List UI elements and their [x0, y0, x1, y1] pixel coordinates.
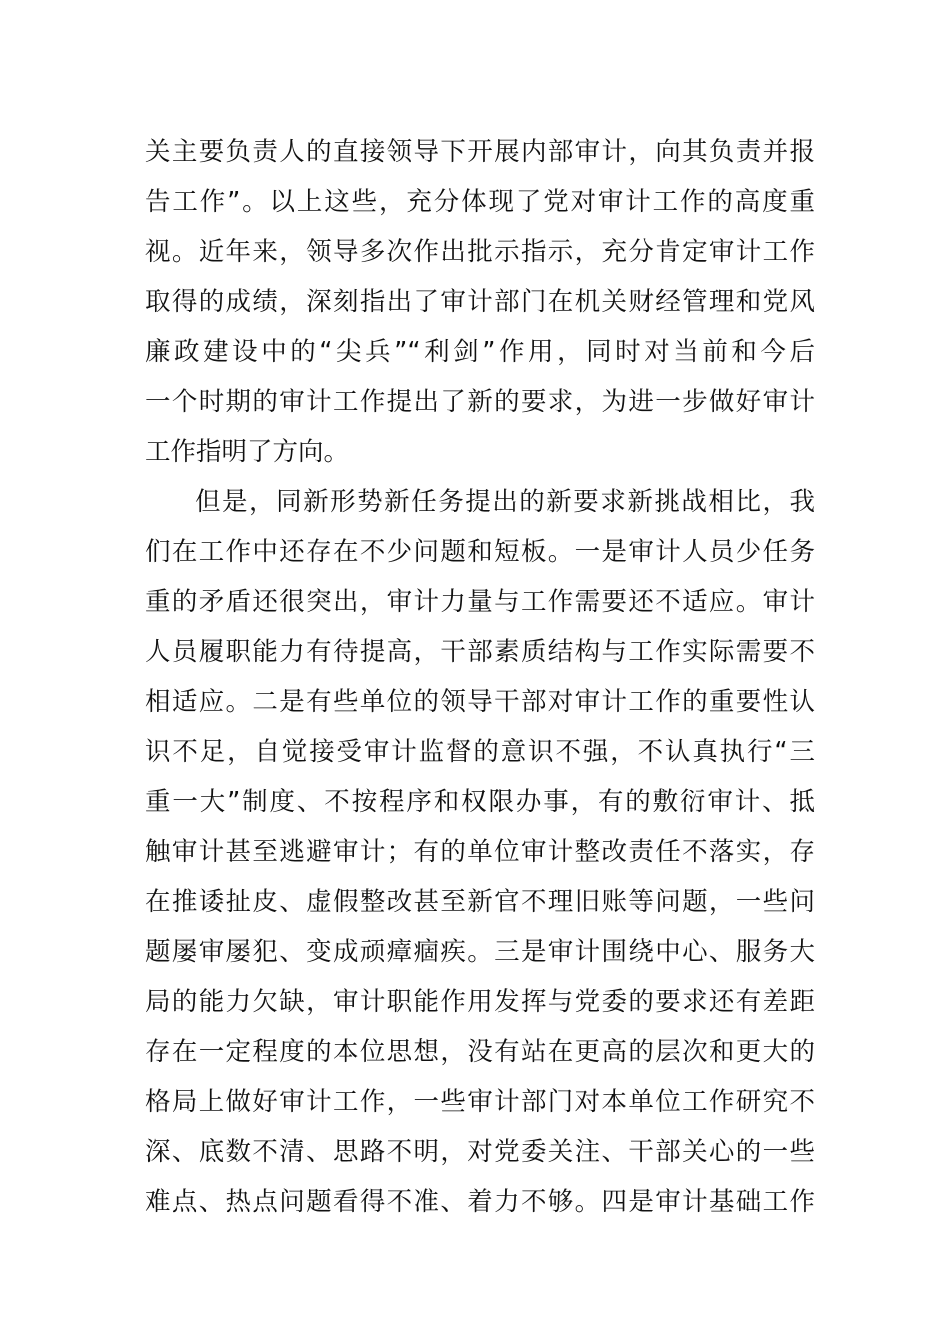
text-line: 局的能力欠缺，审计职能作用发挥与党委的要求还有差距	[145, 987, 815, 1017]
text-line: 难点、热点问题看得不准、着力不够。四是审计基础工作	[145, 1187, 815, 1217]
text-line: 工作指明了方向。	[145, 437, 350, 467]
text-line: 在推诿扯皮、虚假整改甚至新官不理旧账等问题，一些问	[145, 887, 815, 917]
text-line: 格局上做好审计工作，一些审计部门对本单位工作研究不	[145, 1087, 815, 1117]
text-line: 人员履职能力有待提高，干部素质结构与工作实际需要不	[145, 637, 815, 667]
text-line: 相适应。二是有些单位的领导干部对审计工作的重要性认	[145, 687, 815, 717]
text-line: 取得的成绩，深刻指出了审计部门在机关财经管理和党风	[145, 287, 815, 317]
text-line: 一个时期的审计工作提出了新的要求，为进一步做好审计	[145, 387, 815, 417]
text-line: 关主要负责人的直接领导下开展内部审计，向其负责并报	[145, 137, 815, 167]
text-line: 重的矛盾还很突出，审计力量与工作需要还不适应。审计	[145, 587, 815, 617]
text-line: 但是，同新形势新任务提出的新要求新挑战相比，我	[195, 487, 815, 517]
text-line: 廉政建设中的“尖兵”“利剑”作用，同时对当前和今后	[145, 337, 815, 367]
text-line: 重一大”制度、不按程序和权限办事，有的敷衍审计、抵	[145, 787, 815, 817]
text-line: 识不足，自觉接受审计监督的意识不强，不认真执行“三	[145, 737, 815, 767]
text-line: 视。近年来，领导多次作出批示指示，充分肯定审计工作	[145, 237, 815, 267]
text-line: 告工作”。以上这些，充分体现了党对审计工作的高度重	[145, 187, 815, 217]
text-line: 题屡审屡犯、变成顽瘴痼疾。三是审计围绕中心、服务大	[145, 937, 815, 967]
text-line: 深、底数不清、思路不明，对党委关注、干部关心的一些	[145, 1137, 815, 1167]
text-line: 触审计甚至逃避审计；有的单位审计整改责任不落实，存	[145, 837, 815, 867]
text-line: 们在工作中还存在不少问题和短板。一是审计人员少任务	[145, 537, 815, 567]
text-line: 存在一定程度的本位思想，没有站在更高的层次和更大的	[145, 1037, 815, 1067]
